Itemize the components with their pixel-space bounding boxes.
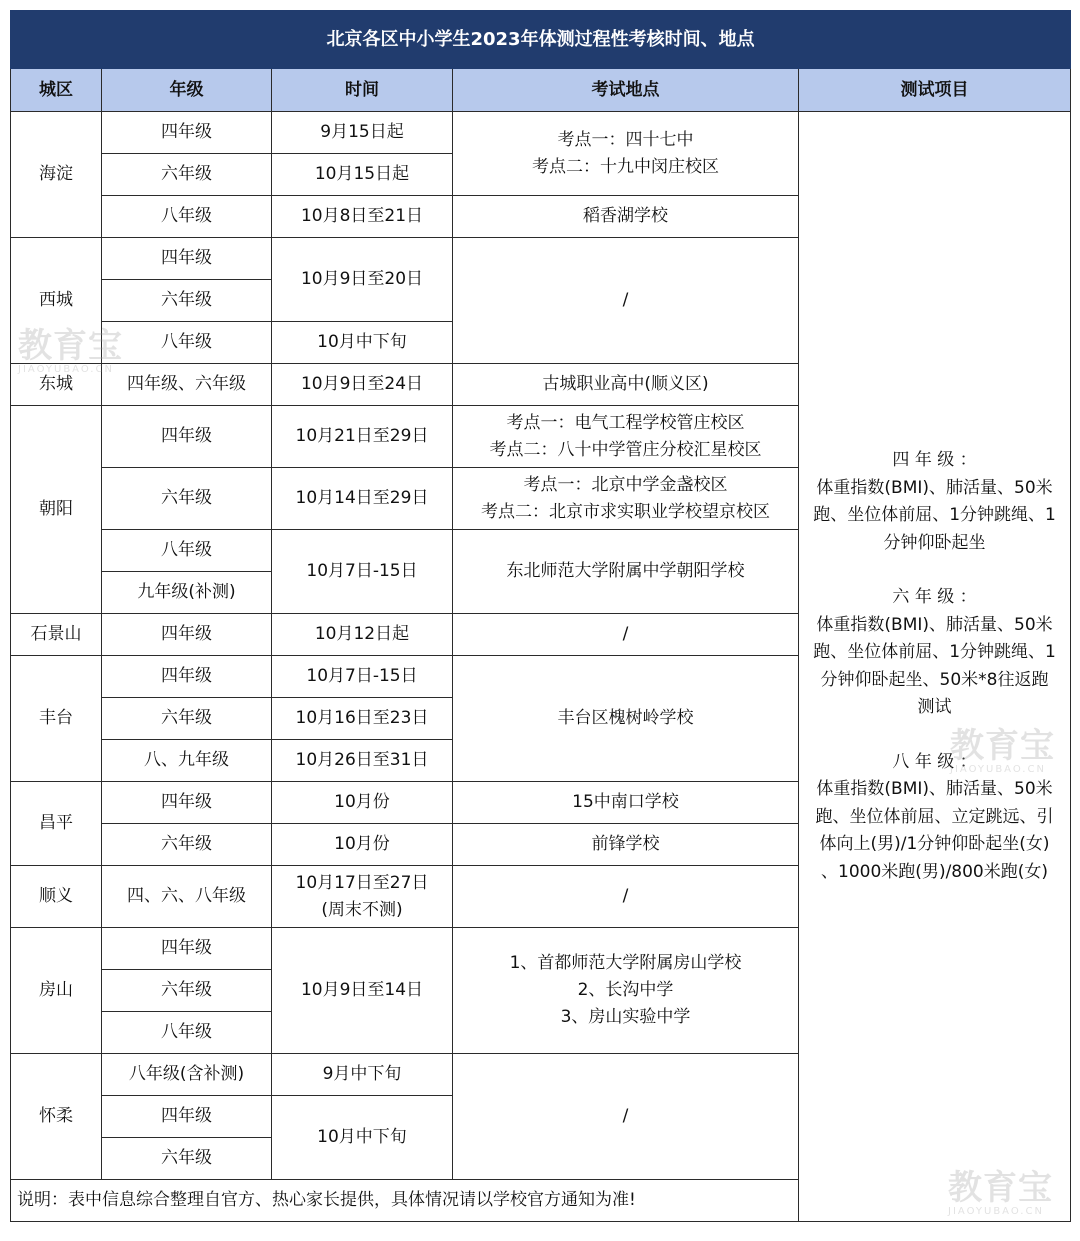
grade-cell: 六年级 xyxy=(102,280,272,322)
time-cell: 10月15日起 xyxy=(272,154,453,196)
header-tests: 测试项目 xyxy=(799,69,1071,112)
grade-cell: 六年级 xyxy=(102,154,272,196)
location-cell: 古城职业高中(顺义区) xyxy=(453,364,799,406)
footnote: 说明：表中信息综合整理自官方、热心家长提供，具体情况请以学校官方通知为准! xyxy=(11,1180,1071,1222)
time-cell: 10月9日至20日 xyxy=(272,238,453,322)
location-cell: / xyxy=(453,1054,799,1180)
location-cell: / xyxy=(453,238,799,364)
time-line: (周末不测) xyxy=(321,899,403,920)
watermark-url: JIAOYUBAO.CN xyxy=(18,364,114,375)
time-cell: 9月15日起 xyxy=(272,112,453,154)
grade-cell: 六年级 xyxy=(102,1138,272,1180)
tests-line: 体重指数(BMI)、肺活量、50米 xyxy=(816,477,1053,498)
location-line: 考点二：北京市求实职业学校望京校区 xyxy=(481,501,770,522)
location-cell xyxy=(453,468,799,530)
watermark-url: JIAOYUBAO.CN xyxy=(948,1206,1044,1217)
district-cell: 石景山 xyxy=(11,614,102,656)
grade-cell: 四年级 xyxy=(102,928,272,970)
grade-cell: 四年级 xyxy=(102,1096,272,1138)
tests-grade6-title: 六 年 级 ： xyxy=(892,587,977,607)
district-cell: 东城 xyxy=(11,364,102,406)
grade-cell: 八年级 xyxy=(102,196,272,238)
grade-cell: 四年级 xyxy=(102,656,272,698)
watermark-text: 教育宝 xyxy=(18,326,123,366)
tests-line: 体向上(男)/1分钟仰卧起坐(女) xyxy=(819,834,1050,854)
time-cell: 10月9日至14日 xyxy=(272,928,453,1054)
tests-line: 跑、坐位体前屈、1分钟跳绳、1 xyxy=(813,642,1056,662)
district-cell: 昌平 xyxy=(11,782,102,866)
header-time: 时间 xyxy=(272,69,453,112)
district-cell: 丰台 xyxy=(11,656,102,782)
location-cell: 前锋学校 xyxy=(453,824,799,866)
tests-line: 体重指数(BMI)、肺活量、50米 xyxy=(816,779,1053,799)
time-line: 10月17日至27日 xyxy=(295,872,429,893)
time-cell: 10月9日至24日 xyxy=(272,364,453,406)
header-grade: 年级 xyxy=(102,69,272,112)
location-cell: / xyxy=(453,866,799,928)
grade-cell: 八年级(含补测) xyxy=(102,1054,272,1096)
tests-line: 分钟仰卧起坐 xyxy=(883,532,986,553)
grade-cell: 四年级 xyxy=(102,238,272,280)
tests-line: 跑、坐位体前屈、立定跳远、引 xyxy=(815,806,1054,827)
location-cell: / xyxy=(453,614,799,656)
time-cell: 10月份 xyxy=(272,824,453,866)
location-cell: 丰台区槐树岭学校 xyxy=(453,656,799,782)
grade-cell: 六年级 xyxy=(102,970,272,1012)
district-cell: 顺义 xyxy=(11,866,102,928)
grade-cell: 六年级 xyxy=(102,698,272,740)
time-cell xyxy=(272,866,453,928)
grade-cell: 六年级 xyxy=(102,468,272,530)
grade-cell: 四年级、六年级 xyxy=(102,364,272,406)
district-cell: 房山 xyxy=(11,928,102,1054)
grade-cell: 九年级(补测) xyxy=(102,572,272,614)
location-line: 考点二：八十中学管庄分校汇星校区 xyxy=(489,439,762,460)
time-cell: 10月8日至21日 xyxy=(272,196,453,238)
schedule-document xyxy=(10,10,1070,1229)
location-cell xyxy=(453,406,799,468)
time-cell: 10月12日起 xyxy=(272,614,453,656)
time-cell: 10月7日-15日 xyxy=(272,530,453,614)
location-line: 考点一：电气工程学校管庄校区 xyxy=(506,412,745,433)
location-line: 3、房山实验中学 xyxy=(560,1007,691,1027)
tests-line: 体重指数(BMI)、肺活量、50米 xyxy=(816,614,1053,635)
time-cell: 10月份 xyxy=(272,782,453,824)
header-district: 城区 xyxy=(11,69,102,112)
time-cell: 10月16日至23日 xyxy=(272,698,453,740)
header-location: 考试地点 xyxy=(453,69,799,112)
test-items-cell xyxy=(799,112,1071,1222)
watermark-text: 教育宝 xyxy=(950,726,1055,766)
table-title: 北京各区中小学生2023年体测过程性考核时间、地点 xyxy=(11,11,1071,69)
grade-cell: 四年级 xyxy=(102,112,272,154)
location-cell: 东北师范大学附属中学朝阳学校 xyxy=(453,530,799,614)
time-cell: 10月中下旬 xyxy=(272,1096,453,1180)
location-cell: 15中南口学校 xyxy=(453,782,799,824)
grade-cell: 八年级 xyxy=(102,1012,272,1054)
grade-cell: 四年级 xyxy=(102,406,272,468)
tests-grade8-title: 八 年 级 ： xyxy=(892,751,977,772)
watermark-url: JIAOYUBAO.CN xyxy=(950,764,1046,775)
location-cell xyxy=(453,112,799,196)
grade-cell: 四年级 xyxy=(102,614,272,656)
time-cell: 9月中下旬 xyxy=(272,1054,453,1096)
time-cell: 10月26日至31日 xyxy=(272,740,453,782)
time-cell: 10月14日至29日 xyxy=(272,468,453,530)
grade-cell: 四、六、八年级 xyxy=(102,866,272,928)
location-line: 考点一：四十七中 xyxy=(557,129,694,150)
district-cell: 海淀 xyxy=(11,112,102,238)
grade-cell: 六年级 xyxy=(102,824,272,866)
watermark-text: 教育宝 xyxy=(948,1168,1053,1208)
district-cell: 西城 xyxy=(11,238,102,364)
location-line: 考点一：北京中学金盏校区 xyxy=(523,474,728,495)
location-line: 2、长沟中学 xyxy=(577,980,674,1000)
grade-cell: 八、九年级 xyxy=(102,740,272,782)
tests-grade4-title: 四 年 级 ： xyxy=(892,450,977,470)
location-cell xyxy=(453,928,799,1054)
time-cell: 10月7日-15日 xyxy=(272,656,453,698)
time-cell: 10月21日至29日 xyxy=(272,406,453,468)
tests-line: 测试 xyxy=(917,697,952,717)
grade-cell: 八年级 xyxy=(102,322,272,364)
schedule-table xyxy=(10,10,1071,1222)
tests-line: 、1000米跑(男)/800米跑(女) xyxy=(821,861,1049,882)
district-cell: 怀柔 xyxy=(11,1054,102,1180)
tests-line: 跑、坐位体前屈、1分钟跳绳、1 xyxy=(813,505,1056,525)
grade-cell: 四年级 xyxy=(102,782,272,824)
location-line: 考点二：十九中闵庄校区 xyxy=(532,156,719,177)
district-cell: 朝阳 xyxy=(11,406,102,614)
location-line: 1、首都师范大学附属房山学校 xyxy=(509,953,742,973)
time-cell: 10月中下旬 xyxy=(272,322,453,364)
grade-cell: 八年级 xyxy=(102,530,272,572)
location-cell: 稻香湖学校 xyxy=(453,196,799,238)
tests-line: 分钟仰卧起坐、50米*8往返跑 xyxy=(820,669,1049,690)
